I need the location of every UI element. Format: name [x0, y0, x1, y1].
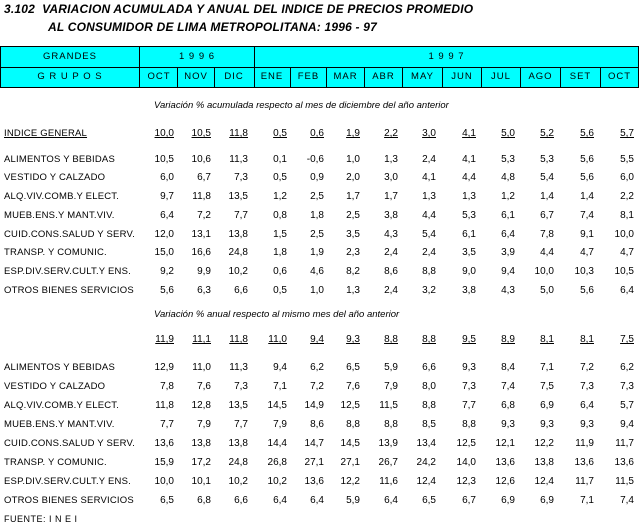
- value-cell: 0,5: [273, 172, 287, 183]
- value-cell: 6,0: [620, 172, 634, 183]
- value-cell: 1,3: [384, 154, 398, 165]
- value-cell: 1,3: [422, 191, 436, 202]
- header-month: ABR: [372, 71, 395, 82]
- value-cell: 12,3: [456, 476, 476, 487]
- value-cell: 2,5: [310, 191, 324, 202]
- value-cell: 0,9: [310, 172, 324, 183]
- value-cell: 11,8: [229, 334, 248, 345]
- value-cell: 14,0: [456, 457, 476, 468]
- value-cell: 10,5: [154, 154, 174, 165]
- row-label: TRANSP. Y COMUNIC.: [4, 247, 107, 258]
- row-label: ALIMENTOS Y BEBIDAS: [4, 362, 115, 373]
- value-cell: 7,3: [620, 381, 634, 392]
- value-cell: 5,9: [384, 362, 398, 373]
- value-cell: 7,2: [310, 381, 324, 392]
- value-cell: 8,4: [501, 362, 515, 373]
- value-cell: 1,0: [310, 285, 324, 296]
- value-cell: 7,9: [197, 419, 211, 430]
- value-cell: 5,3: [501, 154, 515, 165]
- value-cell: 4,4: [422, 210, 436, 221]
- value-cell: 7,6: [346, 381, 360, 392]
- value-cell: 7,9: [384, 381, 398, 392]
- value-cell: 26,7: [378, 457, 398, 468]
- value-cell: 2,4: [422, 247, 436, 258]
- value-cell: 0,6: [273, 266, 287, 277]
- value-cell: 12,4: [534, 476, 554, 487]
- value-cell: 13,8: [191, 438, 211, 449]
- value-cell: 8,1: [540, 334, 554, 345]
- value-cell: 11,8: [155, 400, 174, 411]
- value-cell: 11,0: [268, 334, 287, 345]
- value-cell: 27,1: [304, 457, 324, 468]
- value-cell: 1,5: [273, 229, 287, 240]
- value-cell: 5,7: [620, 400, 634, 411]
- value-cell: 8,8: [422, 266, 436, 277]
- value-cell: 12,5: [340, 400, 360, 411]
- value-cell: 2,2: [620, 191, 634, 202]
- value-cell: 0,6: [310, 128, 324, 139]
- row-label: OTROS BIENES SERVICIOS: [4, 285, 134, 296]
- value-cell: 8,6: [384, 266, 398, 277]
- value-cell: -0,6: [306, 154, 324, 165]
- value-cell: 8,1: [620, 210, 634, 221]
- value-cell: 4,1: [462, 154, 476, 165]
- value-cell: 9,5: [462, 334, 476, 345]
- value-cell: 10,5: [191, 128, 211, 139]
- value-cell: 9,3: [580, 419, 594, 430]
- value-cell: 1,2: [501, 191, 515, 202]
- value-cell: 13,9: [378, 438, 398, 449]
- value-cell: 6,1: [501, 210, 515, 221]
- row-label: VESTIDO Y CALZADO: [4, 381, 106, 392]
- value-cell: 15,9: [154, 457, 174, 468]
- value-cell: 5,6: [580, 128, 594, 139]
- value-cell: 6,8: [501, 400, 515, 411]
- value-cell: 7,4: [501, 381, 515, 392]
- value-cell: 13,8: [228, 438, 248, 449]
- value-cell: 7,7: [160, 419, 174, 430]
- header-month: ENE: [260, 71, 284, 82]
- value-cell: 8,8: [422, 334, 436, 345]
- value-cell: 5,4: [422, 229, 436, 240]
- value-cell: 6,4: [501, 229, 515, 240]
- value-cell: 4,3: [501, 285, 515, 296]
- value-cell: 9,4: [501, 266, 515, 277]
- value-cell: 26,8: [267, 457, 287, 468]
- header-month: SET: [569, 71, 592, 82]
- value-cell: 7,5: [540, 381, 554, 392]
- value-cell: 7,1: [273, 381, 287, 392]
- value-cell: 2,0: [346, 172, 360, 183]
- value-cell: 24,8: [228, 457, 248, 468]
- value-cell: 8,5: [422, 419, 436, 430]
- value-cell: 1,2: [273, 191, 287, 202]
- value-cell: 9,3: [501, 419, 515, 430]
- value-cell: 11,3: [229, 154, 248, 165]
- value-cell: 12,8: [191, 400, 211, 411]
- value-cell: 7,7: [462, 400, 476, 411]
- value-cell: 6,6: [234, 495, 248, 506]
- value-cell: 8,8: [346, 419, 360, 430]
- value-cell: 7,5: [620, 334, 634, 345]
- value-cell: 9,4: [620, 419, 634, 430]
- value-cell: 6,4: [620, 285, 634, 296]
- value-cell: 6,4: [384, 495, 398, 506]
- header-rule: [1, 67, 638, 68]
- value-cell: 2,4: [384, 285, 398, 296]
- value-cell: 6,5: [160, 495, 174, 506]
- table-title-line-1: 3.102 VARIACION ACUMULADA Y ANUAL DEL INDICE DE PRECIOS PROMEDIO: [4, 2, 474, 16]
- value-cell: 13,4: [416, 438, 436, 449]
- value-cell: 6,7: [462, 495, 476, 506]
- row-label: TRANSP. Y COMUNIC.: [4, 457, 107, 468]
- value-cell: 6,4: [310, 495, 324, 506]
- row-label: ALQ.VIV.COMB.Y ELECT.: [4, 400, 120, 411]
- value-cell: 4,7: [580, 247, 594, 258]
- value-cell: 8,0: [422, 381, 436, 392]
- value-cell: 14,7: [304, 438, 324, 449]
- source-note: FUENTE: I N E I: [4, 514, 78, 524]
- value-cell: 3,8: [384, 210, 398, 221]
- value-cell: 6,5: [346, 362, 360, 373]
- value-cell: 7,2: [580, 362, 594, 373]
- value-cell: 8,9: [501, 334, 515, 345]
- header-month: FEB: [297, 71, 320, 82]
- value-cell: 1,4: [580, 191, 594, 202]
- value-cell: 6,2: [310, 362, 324, 373]
- value-cell: 1,4: [540, 191, 554, 202]
- value-cell: 6,2: [620, 362, 634, 373]
- value-cell: 4,4: [540, 247, 554, 258]
- header-grupos: G R U P O S: [37, 71, 103, 82]
- header-year-1997: 1 9 9 7: [428, 51, 465, 62]
- value-cell: 10,6: [191, 154, 211, 165]
- value-cell: 17,2: [191, 457, 211, 468]
- value-cell: 9,3: [540, 419, 554, 430]
- value-cell: 6,6: [234, 285, 248, 296]
- value-cell: 3,8: [462, 285, 476, 296]
- row-label: CUID.CONS.SALUD Y SERV.: [4, 229, 135, 240]
- value-cell: 7,7: [234, 419, 248, 430]
- value-cell: 8,8: [422, 400, 436, 411]
- value-cell: 5,3: [540, 154, 554, 165]
- value-cell: 10,3: [574, 266, 594, 277]
- value-cell: 9,4: [310, 334, 324, 345]
- header-month: OCT: [607, 71, 632, 82]
- value-cell: 6,7: [540, 210, 554, 221]
- header-year-1996: 1 9 9 6: [178, 51, 216, 62]
- value-cell: 8,6: [310, 419, 324, 430]
- value-cell: 13,5: [228, 400, 248, 411]
- value-cell: 0,8: [273, 210, 287, 221]
- value-cell: 7,2: [197, 210, 211, 221]
- value-cell: 6,8: [197, 495, 211, 506]
- section-caption: Variación % acumulada respecto al mes de diciembre del año anterior: [154, 100, 449, 111]
- row-label: INDICE GENERAL: [4, 128, 88, 139]
- value-cell: 11,9: [155, 334, 174, 345]
- value-cell: 7,3: [580, 381, 594, 392]
- row-label: ALIMENTOS Y BEBIDAS: [4, 154, 115, 165]
- value-cell: 12,0: [154, 229, 174, 240]
- header-month: AGO: [528, 71, 553, 82]
- row-label: ALQ.VIV.COMB.Y ELECT.: [4, 191, 120, 202]
- value-cell: 7,3: [234, 381, 248, 392]
- value-cell: 24,2: [416, 457, 436, 468]
- value-cell: 7,7: [234, 210, 248, 221]
- value-cell: 7,9: [273, 419, 287, 430]
- value-cell: 11,6: [379, 476, 398, 487]
- value-cell: 11,7: [615, 438, 634, 449]
- value-cell: 11,7: [575, 476, 594, 487]
- value-cell: 10,0: [154, 128, 174, 139]
- value-cell: 9,2: [160, 266, 174, 277]
- value-cell: 9,4: [273, 362, 287, 373]
- value-cell: 9,3: [462, 362, 476, 373]
- value-cell: 5,7: [620, 128, 634, 139]
- value-cell: 2,4: [384, 247, 398, 258]
- value-cell: 8,8: [384, 334, 398, 345]
- value-cell: 3,0: [422, 128, 436, 139]
- header-grandes: GRANDES: [43, 51, 97, 62]
- value-cell: 12,9: [154, 362, 174, 373]
- value-cell: 9,3: [346, 334, 360, 345]
- value-cell: 1,7: [384, 191, 398, 202]
- value-cell: 6,0: [160, 172, 174, 183]
- value-cell: 10,1: [191, 476, 211, 487]
- value-cell: 1,7: [346, 191, 360, 202]
- value-cell: 5,0: [540, 285, 554, 296]
- value-cell: 9,7: [160, 191, 174, 202]
- value-cell: 6,9: [540, 495, 554, 506]
- value-cell: 7,3: [462, 381, 476, 392]
- value-cell: 2,3: [346, 247, 360, 258]
- value-cell: 11,1: [192, 334, 211, 345]
- value-cell: 1,8: [310, 210, 324, 221]
- value-cell: 8,2: [346, 266, 360, 277]
- value-cell: 12,2: [534, 438, 554, 449]
- row-label: MUEB.ENS.Y MANT.VIV.: [4, 419, 115, 430]
- value-cell: 13,6: [495, 457, 515, 468]
- value-cell: 6,3: [197, 285, 211, 296]
- header-month: MAR: [333, 71, 358, 82]
- value-cell: 11,3: [229, 362, 248, 373]
- value-cell: 10,0: [614, 229, 634, 240]
- value-cell: 4,6: [310, 266, 324, 277]
- value-cell: 6,6: [422, 362, 436, 373]
- value-cell: 7,4: [580, 210, 594, 221]
- value-cell: 4,4: [462, 172, 476, 183]
- value-cell: 4,3: [384, 229, 398, 240]
- value-cell: 13,6: [304, 476, 324, 487]
- section-caption: Variación % anual respecto al mismo mes del año anterior: [154, 309, 400, 320]
- value-cell: 5,2: [540, 128, 554, 139]
- value-cell: 0,5: [273, 128, 287, 139]
- value-cell: 7,3: [234, 172, 248, 183]
- value-cell: 12,5: [456, 438, 476, 449]
- value-cell: 5,6: [580, 285, 594, 296]
- value-cell: 13,6: [154, 438, 174, 449]
- value-cell: 11,8: [192, 191, 211, 202]
- value-cell: 3,5: [346, 229, 360, 240]
- value-cell: 10,0: [534, 266, 554, 277]
- value-cell: 4,1: [462, 128, 476, 139]
- table-header: [0, 46, 639, 88]
- value-cell: 10,2: [267, 476, 287, 487]
- value-cell: 13,6: [614, 457, 634, 468]
- value-cell: 8,8: [462, 419, 476, 430]
- value-cell: 10,5: [614, 266, 634, 277]
- row-label: VESTIDO Y CALZADO: [4, 172, 106, 183]
- value-cell: 5,6: [580, 172, 594, 183]
- row-label: CUID.CONS.SALUD Y SERV.: [4, 438, 135, 449]
- value-cell: 3,5: [462, 247, 476, 258]
- value-cell: 9,1: [580, 229, 594, 240]
- value-cell: 7,8: [160, 381, 174, 392]
- value-cell: 1,3: [346, 285, 360, 296]
- value-cell: 3,2: [422, 285, 436, 296]
- header-month: JUN: [451, 71, 473, 82]
- value-cell: 11,5: [615, 476, 634, 487]
- value-cell: 6,4: [273, 495, 287, 506]
- value-cell: 6,1: [462, 229, 476, 240]
- value-cell: 2,2: [384, 128, 398, 139]
- value-cell: 24,8: [228, 247, 248, 258]
- value-cell: 5,5: [620, 154, 634, 165]
- value-cell: 7,1: [540, 362, 554, 373]
- value-cell: 0,5: [273, 285, 287, 296]
- value-cell: 6,4: [160, 210, 174, 221]
- value-cell: 4,8: [501, 172, 515, 183]
- value-cell: 12,6: [495, 476, 515, 487]
- value-cell: 14,4: [267, 438, 287, 449]
- header-month: DIC: [224, 71, 244, 82]
- header-month: MAY: [411, 71, 434, 82]
- value-cell: 12,4: [416, 476, 436, 487]
- value-cell: 1,9: [310, 247, 324, 258]
- value-cell: 11,5: [379, 400, 398, 411]
- header-month: JUL: [491, 71, 511, 82]
- value-cell: 15,0: [154, 247, 174, 258]
- value-cell: 1,3: [462, 191, 476, 202]
- header-month: NOV: [184, 71, 208, 82]
- value-cell: 3,9: [501, 247, 515, 258]
- value-cell: 10,2: [228, 266, 248, 277]
- value-cell: 5,4: [540, 172, 554, 183]
- value-cell: 13,6: [574, 457, 594, 468]
- value-cell: 8,8: [384, 419, 398, 430]
- value-cell: 6,4: [580, 400, 594, 411]
- value-cell: 2,4: [422, 154, 436, 165]
- value-cell: 14,5: [340, 438, 360, 449]
- value-cell: 6,9: [540, 400, 554, 411]
- value-cell: 1,0: [346, 154, 360, 165]
- value-cell: 10,2: [228, 476, 248, 487]
- value-cell: 10,0: [154, 476, 174, 487]
- value-cell: 6,9: [501, 495, 515, 506]
- value-cell: 4,7: [620, 247, 634, 258]
- value-cell: 5,6: [580, 154, 594, 165]
- value-cell: 5,9: [346, 495, 360, 506]
- value-cell: 5,0: [501, 128, 515, 139]
- header-month: OCT: [147, 71, 171, 82]
- value-cell: 0,1: [273, 154, 287, 165]
- value-cell: 6,5: [422, 495, 436, 506]
- value-cell: 11,8: [229, 128, 248, 139]
- row-label: ESP.DIV.SERV.CULT.Y ENS.: [4, 476, 131, 487]
- value-cell: 8,1: [580, 334, 594, 345]
- value-cell: 13,1: [191, 229, 211, 240]
- value-cell: 7,8: [540, 229, 554, 240]
- value-cell: 13,8: [228, 229, 248, 240]
- value-cell: 3,0: [384, 172, 398, 183]
- table-title-line-2: AL CONSUMIDOR DE LIMA METROPOLITANA: 1996 - 97: [48, 20, 378, 34]
- value-cell: 16,6: [191, 247, 211, 258]
- value-cell: 11,9: [575, 438, 594, 449]
- value-cell: 7,6: [197, 381, 211, 392]
- value-cell: 1,8: [273, 247, 287, 258]
- value-cell: 4,1: [422, 172, 436, 183]
- value-cell: 12,2: [340, 476, 360, 487]
- value-cell: 7,1: [580, 495, 594, 506]
- value-cell: 11,0: [192, 362, 211, 373]
- row-label: MUEB.ENS.Y MANT.VIV.: [4, 210, 115, 221]
- value-cell: 27,1: [340, 457, 360, 468]
- row-label: ESP.DIV.SERV.CULT.Y ENS.: [4, 266, 131, 277]
- value-cell: 9,9: [197, 266, 211, 277]
- value-cell: 5,6: [160, 285, 174, 296]
- value-cell: 7,4: [620, 495, 634, 506]
- value-cell: 5,3: [462, 210, 476, 221]
- value-cell: 13,5: [228, 191, 248, 202]
- value-cell: 2,5: [310, 229, 324, 240]
- value-cell: 14,9: [304, 400, 324, 411]
- value-cell: 6,7: [197, 172, 211, 183]
- value-cell: 9,0: [462, 266, 476, 277]
- value-cell: 2,5: [346, 210, 360, 221]
- value-cell: 13,8: [534, 457, 554, 468]
- value-cell: 14,5: [267, 400, 287, 411]
- value-cell: 1,9: [346, 128, 360, 139]
- value-cell: 12,1: [495, 438, 515, 449]
- row-label: OTROS BIENES SERVICIOS: [4, 495, 134, 506]
